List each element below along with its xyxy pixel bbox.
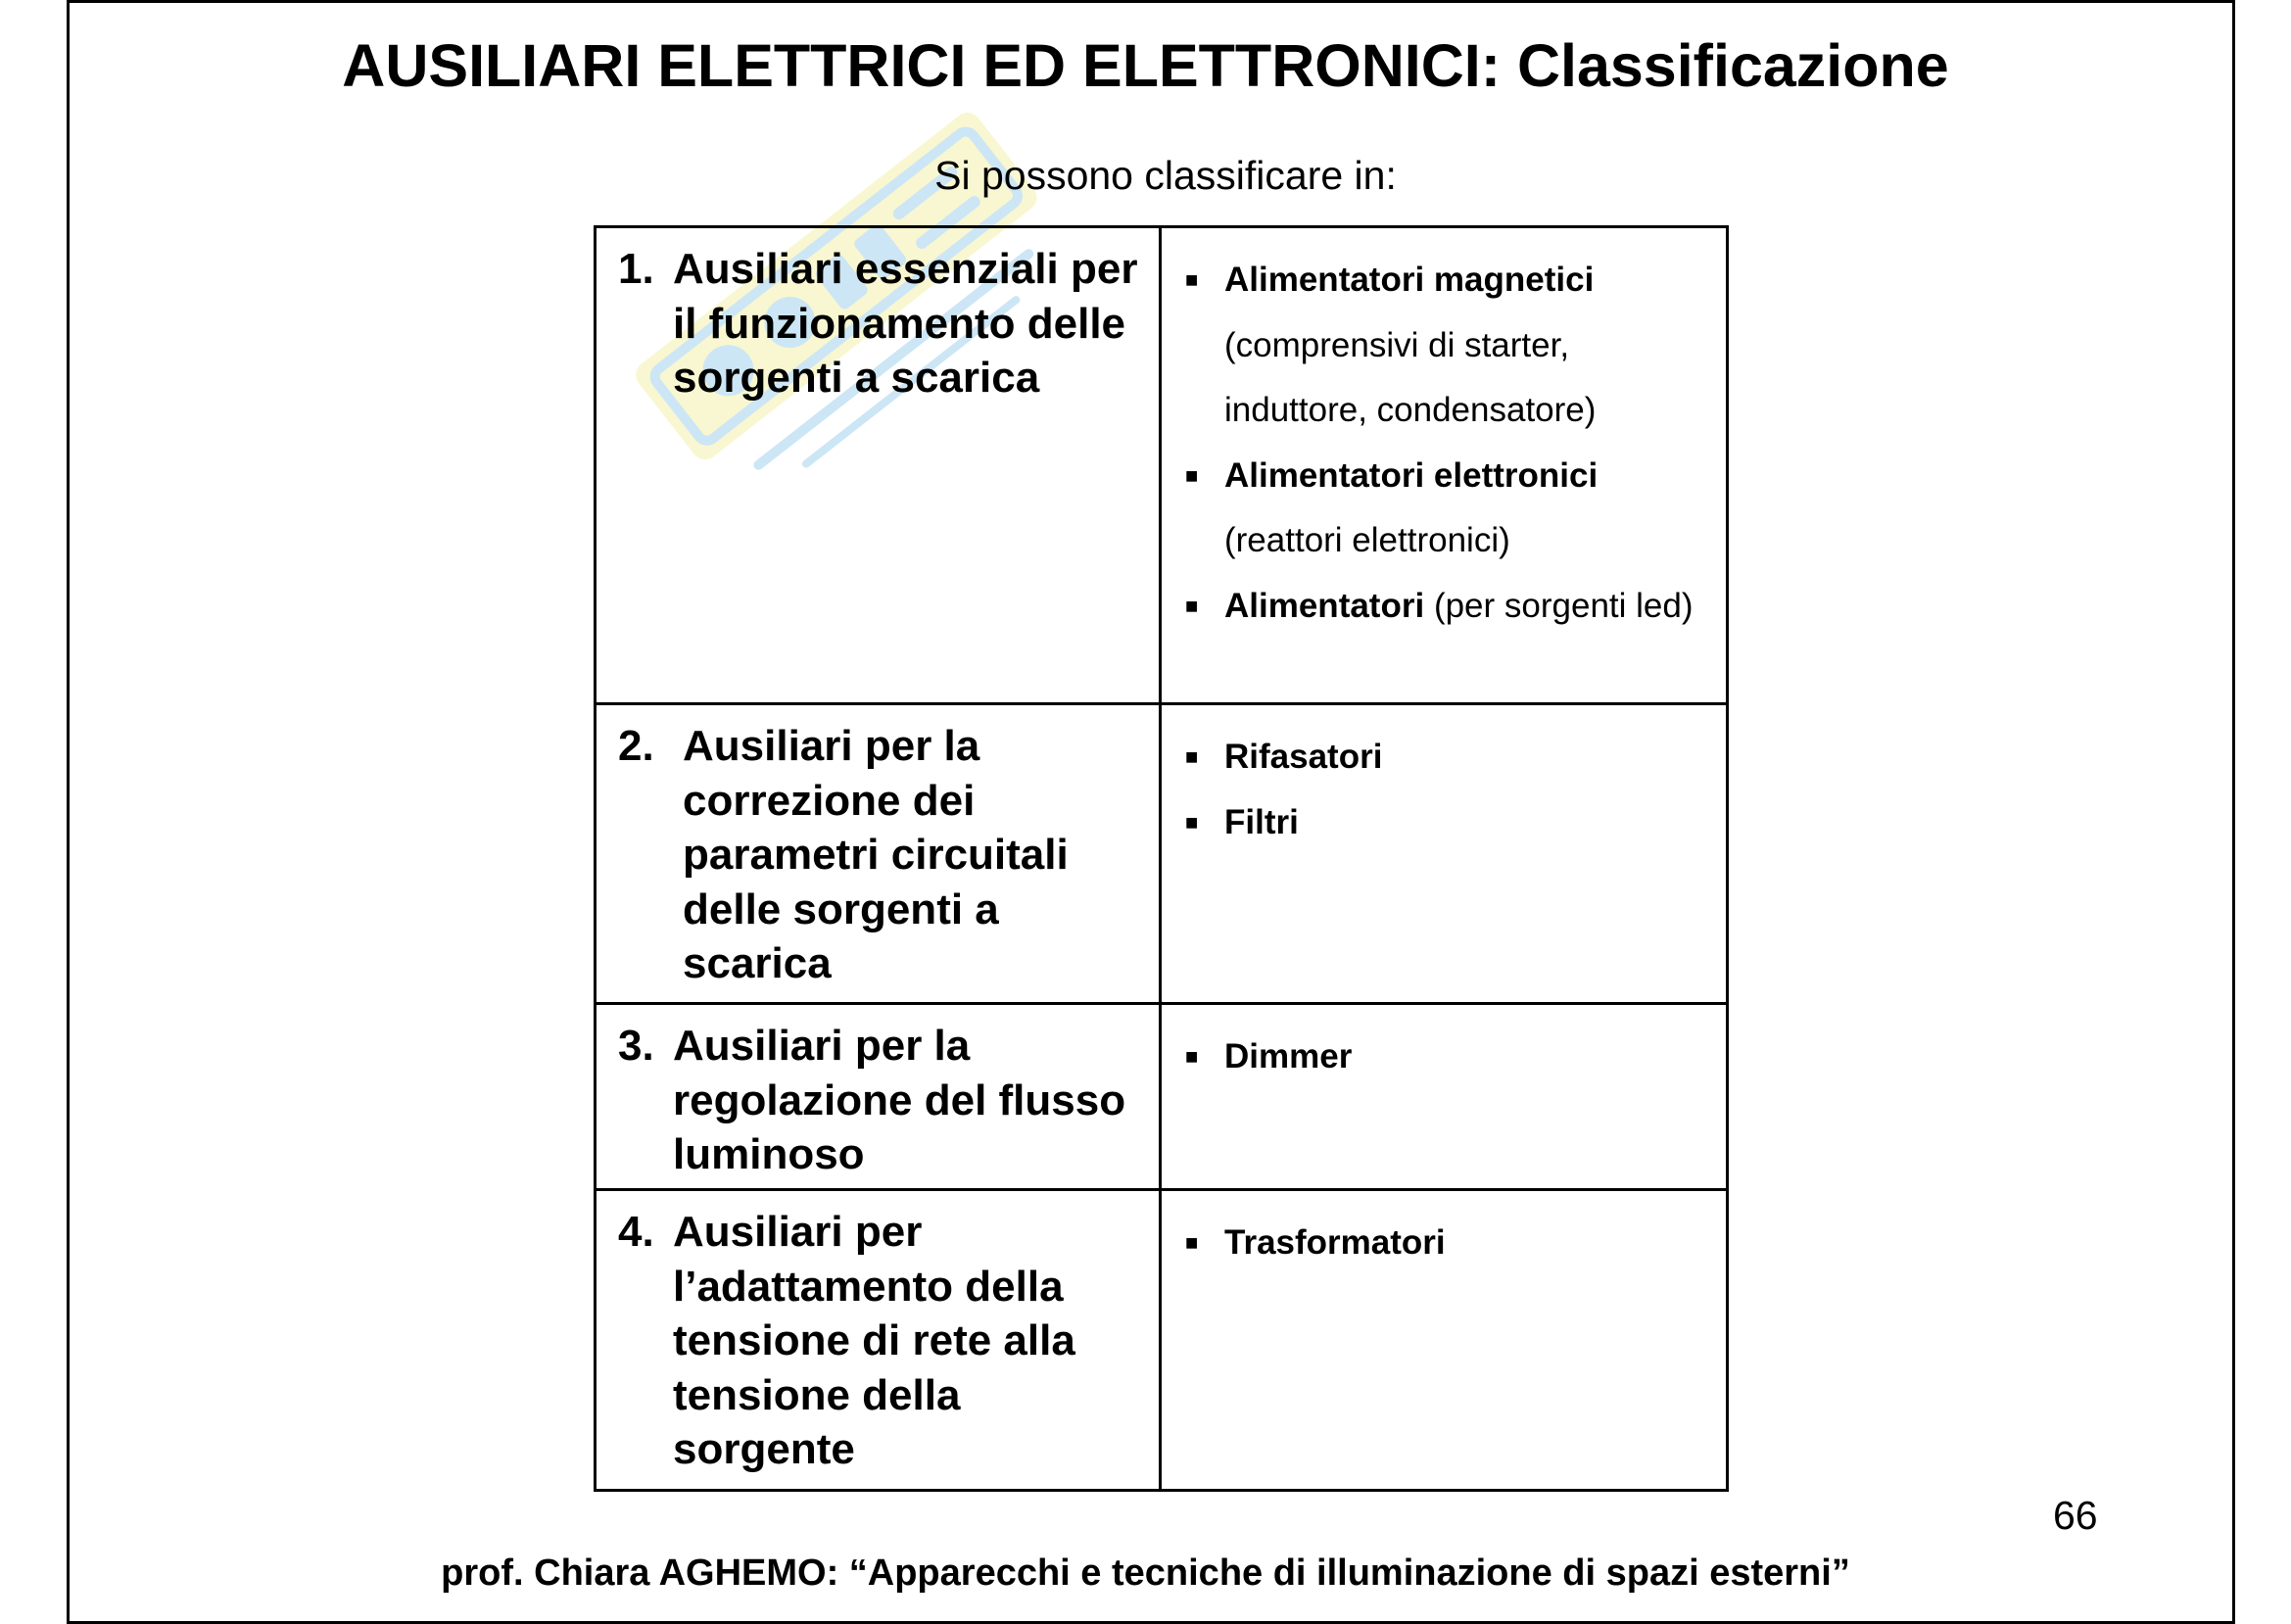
table-row bbox=[596, 1190, 1728, 1491]
category-label: Ausiliari essenziali per il funzionamento delle sorgenti a scarica bbox=[673, 245, 1138, 402]
category-cell bbox=[596, 227, 1161, 704]
items-list bbox=[1162, 705, 1726, 855]
item-title: Alimentatori bbox=[1224, 586, 1425, 625]
items-list bbox=[1162, 228, 1726, 639]
square-bullet-icon: ■ bbox=[1185, 462, 1199, 488]
item-title: Dimmer bbox=[1224, 1037, 1353, 1075]
list-item bbox=[1185, 248, 1706, 444]
item-detail: (comprensivi di starter, induttore, condensatore) bbox=[1224, 325, 1597, 429]
category-label: Ausiliari per l’adattamento della tensione di rete alla tensione della sorgente bbox=[673, 1208, 1075, 1473]
category-cell bbox=[596, 1190, 1161, 1491]
slide-title: AUSILIARI ELETTRICI ED ELETTRONICI: Classificazione bbox=[342, 32, 1949, 99]
category-number: 4. bbox=[618, 1208, 654, 1256]
square-bullet-icon: ■ bbox=[1185, 593, 1199, 618]
list-item bbox=[1185, 1025, 1706, 1090]
square-bullet-icon: ■ bbox=[1185, 1230, 1199, 1255]
list-item bbox=[1185, 725, 1706, 790]
table-row bbox=[596, 227, 1728, 704]
table-row bbox=[596, 704, 1728, 1004]
category-number: 3. bbox=[618, 1022, 654, 1070]
items-list bbox=[1162, 1005, 1726, 1090]
footer-credit: prof. Chiara AGHEMO: “Apparecchi e tecniche di illuminazione di spazi esterni” bbox=[441, 1552, 1850, 1594]
list-item bbox=[1185, 790, 1706, 856]
item-detail: (per sorgenti led) bbox=[1433, 586, 1694, 625]
square-bullet-icon: ■ bbox=[1185, 267, 1199, 292]
square-bullet-icon: ■ bbox=[1185, 1044, 1199, 1069]
square-bullet-icon: ■ bbox=[1185, 809, 1199, 835]
category-label: Ausiliari per la correzione dei parametri circuitali delle sorgenti a scarica bbox=[683, 722, 1069, 987]
category-number: 1. bbox=[618, 245, 654, 293]
items-cell bbox=[1161, 1004, 1728, 1190]
item-title: Alimentatori elettronici bbox=[1224, 455, 1599, 495]
items-cell bbox=[1161, 227, 1728, 704]
items-cell bbox=[1161, 1190, 1728, 1491]
items-list bbox=[1162, 1191, 1726, 1276]
item-title: Alimentatori magnetici bbox=[1224, 261, 1595, 299]
item-title: Trasformatori bbox=[1224, 1223, 1446, 1262]
list-item bbox=[1185, 1211, 1706, 1276]
list-item bbox=[1185, 444, 1706, 574]
page-number: 66 bbox=[2053, 1493, 2098, 1538]
table-row bbox=[596, 1004, 1728, 1190]
slide-subtitle: Si possono classificare in: bbox=[934, 153, 1397, 198]
category-cell bbox=[596, 1004, 1161, 1190]
item-detail: (reattori elettronici) bbox=[1224, 521, 1510, 559]
list-item bbox=[1185, 574, 1706, 640]
square-bullet-icon: ■ bbox=[1185, 744, 1199, 769]
category-label: Ausiliari per la regolazione del flusso luminoso bbox=[673, 1022, 1126, 1178]
category-number: 2. bbox=[618, 722, 654, 770]
classification-table bbox=[594, 225, 1729, 1492]
item-title: Filtri bbox=[1224, 802, 1299, 841]
category-cell bbox=[596, 704, 1161, 1004]
item-title: Rifasatori bbox=[1224, 738, 1383, 776]
items-cell bbox=[1161, 704, 1728, 1004]
